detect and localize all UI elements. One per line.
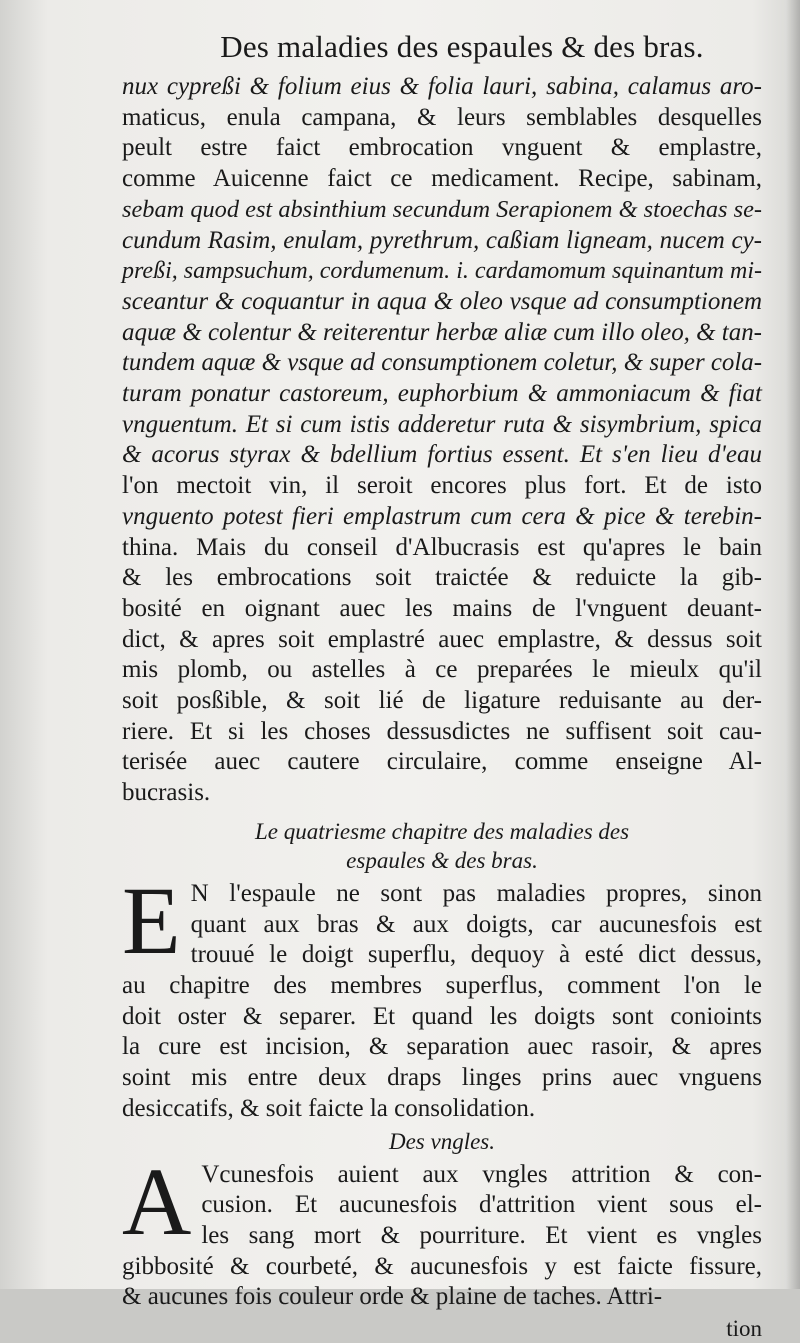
text-line: N l'espaule ne sont pas maladies propres, sinon: [190, 879, 762, 907]
text-line: soit posßible, & soit lié de ligature reduisante au der-: [122, 687, 762, 715]
text-line: riere. Et si les choses dessusdictes ne suffisent soit cau-: [122, 717, 762, 745]
text-line: nux cypreßi & folium eius & folia lauri, sabina, calamus aro-: [122, 73, 762, 100]
chapter-heading-line-2: espaules & des bras.: [346, 847, 538, 873]
text-line: sebam quod est absinthium secundum Serapionem & stoechas se-: [122, 195, 762, 223]
text-line: & aucunes fois couleur orde & plaine de taches. Attri-: [122, 1283, 663, 1311]
text-line: tundem aquæ & vsque ad consumptionem coletur, & super cola-: [122, 349, 762, 377]
text-line: l'on mectoit vin, il seroit encores plus fort. Et de isto: [122, 472, 762, 500]
text-line: desiccatifs, & soit faicte la consolidation.: [122, 1094, 536, 1122]
chapter-heading-line-1: Le quatriesme chapitre des maladies des: [254, 818, 630, 844]
text-line: terisée auec cautere circulaire, comme enseigne Al-: [122, 748, 762, 776]
section-heading-vngles: Des vngles.: [388, 1128, 496, 1154]
catchword: tion: [726, 1316, 762, 1342]
drop-cap-e: E: [122, 866, 181, 974]
text-line: & les embrocations soit traictée & reduicte la gib-: [122, 564, 762, 592]
text-line: preßi, sampsuchum, cordumenum. i. cardamomum squinantum mi-: [122, 258, 762, 285]
text-line: les sang mort & pourriture. Et vient es vngles: [201, 1221, 762, 1249]
text-line: gibbosité & courbeté, & aucunesfois y est faicte fissure,: [122, 1252, 762, 1280]
paragraph-embrocation: [122, 72, 762, 809]
drop-cap-a: A: [122, 1147, 192, 1255]
text-line: mis plomb, ou astelles à ce preparées le mieulx qu'il: [122, 656, 762, 684]
text-line: comme Auicenne faict ce medicament. Recipe, sabinam,: [122, 165, 762, 193]
paragraph-vngles: [122, 1147, 762, 1314]
text-line: au chapitre des membres superflus, comment l'on le: [122, 971, 762, 999]
text-line: doit oster & separer. Et quand les doigts sont conioints: [122, 1002, 762, 1030]
text-line: la cure est incision, & separation auec rasoir, & apres: [122, 1033, 762, 1061]
text-line: sceantur & coquantur in aqua & oleo vsque ad consumptionem: [122, 287, 762, 315]
chapter-heading: [122, 817, 762, 875]
running-title: Des maladies des espaules & des bras.: [220, 29, 704, 64]
text-line: peult estre faict embrocation vnguent & emplastre,: [122, 134, 762, 162]
text-line: cundum Rasim, enulam, pyrethrum, caßiam ligneam, nucem cy-: [122, 226, 762, 254]
text-line: dict, & apres soit emplastré auec emplastre, & dessus soit: [122, 625, 762, 653]
text-line: vnguento potest fieri emplastrum cum cera & pice & terebin-: [122, 502, 762, 530]
text-line: vnguentum. Et si cum istis adderetur ruta & sisymbrium, spica: [122, 410, 762, 438]
text-line: maticus, enula campana, & leurs semblables desquelles: [122, 103, 762, 131]
text-line: bosité en oignant auec les mains de l'vnguent deuant-: [122, 594, 762, 622]
text-line: aquæ & colentur & reiterentur herbæ aliæ cum illo oleo, & tan-: [122, 318, 762, 346]
text-line: soint mis entre deux draps linges prins auec vnguens: [122, 1064, 762, 1092]
text-line: cusion. Et aucunesfois d'attrition vient sous el-: [201, 1191, 762, 1219]
paragraph-espaule: [122, 866, 762, 1125]
text-line: thina. Mais du conseil d'Albucrasis est qu'apres le bain: [122, 533, 762, 561]
text-line: trouué le doigt superflu, dequoy à esté dict dessus,: [190, 941, 762, 969]
text-line: Vcunesfois auient aux vngles attrition & con-: [201, 1160, 762, 1188]
text-line: quant aux bras & aux doigts, car aucunesfois est: [190, 910, 762, 938]
text-line: & acorus styrax & bdellium fortius essent. Et s'en lieu d'eau: [122, 441, 762, 469]
text-line: turam ponatur castoreum, euphorbium & ammoniacum & fiat: [122, 380, 762, 408]
page-edge-shadow: [786, 0, 800, 1289]
text-line: bucrasis.: [122, 779, 211, 807]
